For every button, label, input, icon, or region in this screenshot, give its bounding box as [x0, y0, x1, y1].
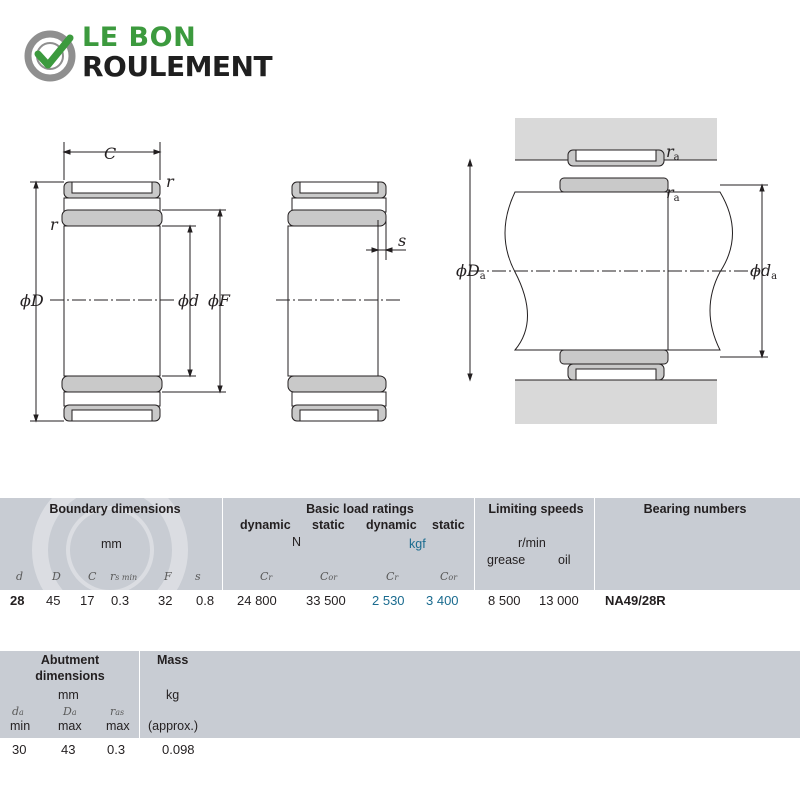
abutment-title-line2: dimensions [35, 669, 105, 683]
unit-n: N [292, 535, 302, 549]
sym-d: d [16, 570, 24, 583]
bearing-drawing [0, 100, 800, 440]
sym-C: C [88, 570, 97, 583]
sym-s: s [195, 570, 201, 583]
load-col-static-kgf: static [432, 518, 465, 532]
label-C: C [104, 144, 117, 163]
load-col-dynamic-kgf: dynamic [366, 518, 417, 532]
cell-da: 30 [12, 742, 27, 757]
cell-Cr-n: 24 800 [237, 593, 277, 608]
label-ra-top: ra [666, 142, 680, 163]
bearing-section-view [30, 142, 226, 421]
limit-da: min [10, 719, 31, 733]
label-Da: ϕDa [456, 261, 486, 282]
sym-Cr-kgf: Cr [386, 570, 399, 583]
load-ratings-title: Basic load ratings [306, 502, 414, 516]
cell-oil: 13 000 [539, 593, 579, 608]
abutment-unit: mm [58, 688, 79, 702]
label-s: s [398, 231, 407, 250]
sym-Cor-n: Cor [320, 570, 338, 583]
sym-Cor-kgf: Cor [440, 570, 458, 583]
label-F: ϕF [208, 291, 231, 310]
sym-da: da [12, 705, 24, 718]
sym-ras: ras [110, 705, 125, 718]
mass-title: Mass [157, 653, 189, 667]
cell-D: 45 [46, 593, 61, 608]
label-ra-mid: ra [666, 183, 680, 204]
sym-Cr-n: Cr [260, 570, 273, 583]
bearing-mounting-view [468, 118, 768, 424]
cell-mass: 0.098 [162, 742, 195, 757]
sym-rs: rs min [110, 570, 138, 583]
cell-r: 0.3 [111, 593, 130, 608]
cell-F: 32 [158, 593, 173, 608]
label-D: ϕD [20, 291, 44, 310]
load-col-static-n: static [312, 518, 345, 532]
cell-C: 17 [80, 593, 95, 608]
bearing-numbers-title: Bearing numbers [643, 502, 747, 516]
cell-Cor-kgf: 3 400 [426, 593, 459, 608]
label-d: ϕd [178, 291, 200, 310]
limit-Da: max [58, 719, 82, 733]
speed-col-oil: oil [558, 553, 571, 567]
speed-col-grease: grease [487, 553, 526, 567]
cell-d: 28 [10, 593, 25, 608]
cell-bearing-number: NA49/28R [605, 593, 666, 608]
mass-unit: kg [166, 688, 180, 702]
cell-Cr-kgf: 2 530 [372, 593, 405, 608]
logo-line1: LE BON [82, 22, 197, 53]
cell-grease: 8 500 [488, 593, 521, 608]
boundary-dimensions-title: Boundary dimensions [49, 502, 181, 516]
abutment-title-line1: Abutment [40, 653, 100, 667]
cell-ras: 0.3 [107, 742, 126, 757]
limiting-speeds-title: Limiting speeds [488, 502, 584, 516]
unit-kgf: kgf [409, 537, 426, 551]
logo-line2: ROULEMENT [82, 50, 273, 83]
cell-Cor-n: 33 500 [306, 593, 346, 608]
mass-note: (approx.) [148, 719, 199, 733]
load-col-dynamic-n: dynamic [240, 518, 291, 532]
bearing-inner-ring-view [276, 182, 406, 421]
sym-D: D [52, 570, 61, 583]
gear-check-icon [25, 31, 75, 81]
limit-ras: max [106, 719, 130, 733]
speed-unit: r/min [518, 536, 546, 550]
sym-F: F [164, 570, 172, 583]
cell-s: 0.8 [196, 593, 215, 608]
cell-Da: 43 [61, 742, 76, 757]
label-r-left: r [50, 215, 58, 234]
label-r-top: r [166, 172, 174, 191]
sym-Da: Da [63, 705, 77, 718]
label-da: ϕda [750, 261, 778, 282]
boundary-unit: mm [101, 537, 122, 551]
